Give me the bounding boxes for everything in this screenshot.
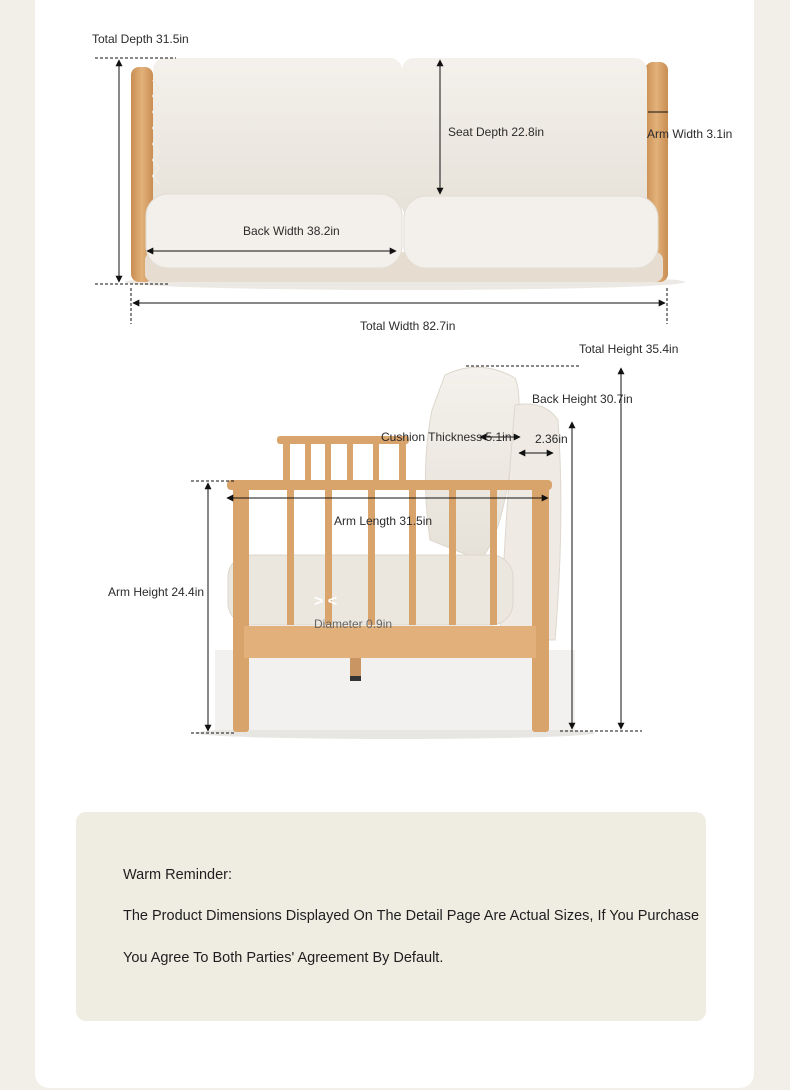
arm-length-label: Arm Length 31.5in	[334, 514, 433, 528]
diameter-label: Diameter 0.9in	[314, 617, 393, 631]
cushion-thickness-label: Cushion Thickness 5.1in	[381, 430, 512, 444]
warm-reminder-panel	[76, 812, 706, 1021]
seat-depth-label: Seat Depth 22.8in	[448, 125, 545, 139]
cushion-gap-label: 2.36in	[535, 432, 568, 446]
total-depth-label: Total Depth 31.5in	[92, 32, 189, 46]
total-height-label: Total Height 35.4in	[579, 342, 679, 356]
side-back-cushion	[425, 367, 519, 560]
side-arm-rail	[227, 480, 552, 490]
sofa-front-view	[125, 58, 685, 290]
total-width-label: Total Width 82.7in	[360, 319, 456, 333]
reminder-line-2: You Agree To Both Parties' Agreement By Default.	[123, 950, 444, 966]
seat-cushion-right	[404, 196, 658, 268]
back-height-label: Back Height 30.7in	[532, 392, 633, 406]
arm-width-label: Arm Width 3.1in	[647, 127, 733, 141]
reminder-line-1: The Product Dimensions Displayed On The Detail Page Are Actual Sizes, If You Purchase	[123, 908, 700, 924]
arm-height-label: Arm Height 24.4in	[108, 585, 205, 599]
back-width-label: Back Width 38.2in	[243, 224, 340, 238]
reminder-title: Warm Reminder:	[123, 867, 233, 883]
sofa-side-view	[195, 367, 595, 739]
rear-leg	[532, 485, 549, 732]
diameter-marks: > <	[314, 593, 338, 610]
front-leg	[233, 485, 249, 732]
